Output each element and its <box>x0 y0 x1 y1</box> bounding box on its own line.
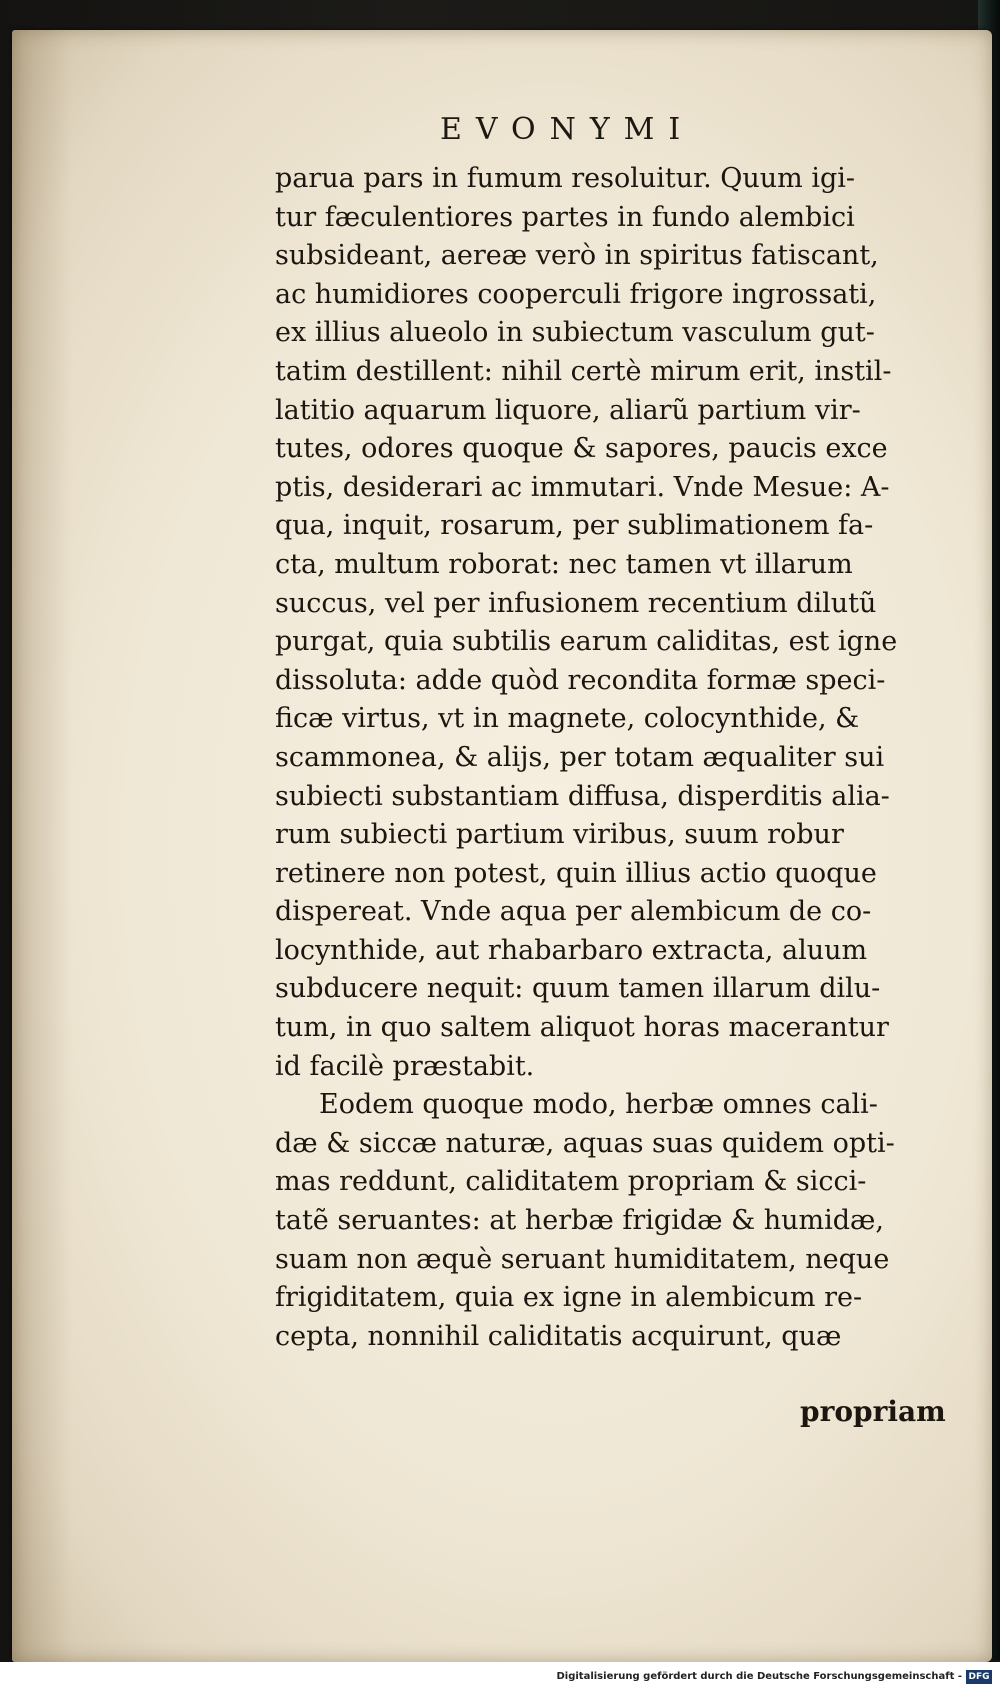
text-line: tutes, odores quoque & sapores, paucis exce <box>275 433 888 465</box>
text-line: succus, vel per infusionem recentium dilutũ <box>275 587 877 619</box>
text-line: dispereat. Vnde aqua per alembicum de co- <box>275 896 872 928</box>
text-line: suam non æquè seruant humiditatem, neque <box>275 1243 890 1275</box>
text-line: rum subiecti partium viribus, suum robur <box>275 819 844 851</box>
text-line: locynthide, aut rhabarbaro extracta, aluum <box>275 934 868 966</box>
text-block <box>275 160 945 1356</box>
text-line: parua pars in fumum resoluitur. Quum igi- <box>275 163 856 194</box>
text-line: ficæ virtus, vt in magnete, colocynthide, & <box>275 703 860 735</box>
text-line: purgat, quia subtilis earum caliditas, est igne <box>275 626 898 658</box>
text-line: ex illius alueolo in subiectum vasculum gut- <box>275 317 875 349</box>
text-line: dissoluta: adde quòd recondita formæ speci- <box>275 664 886 696</box>
text-line: scammonea, & alijs, per totam æqualiter sui <box>275 741 885 773</box>
digitization-footer <box>0 1662 1000 1688</box>
text-line: qua, inquit, rosarum, per sublimationem fa- <box>275 510 874 542</box>
text-line: cepta, nonnihil caliditatis acquirunt, quæ <box>275 1320 842 1352</box>
text-line: tatẽ seruantes: at herbæ frigidæ & humidæ, <box>275 1205 884 1237</box>
text-line: subducere nequit: quum tamen illarum dilu- <box>275 973 881 1005</box>
text-line: tur fæculentiores partes in fundo alembici <box>275 201 855 233</box>
text-line: tum, in quo saltem aliquot horas macerantur <box>275 1012 889 1044</box>
funding-credit: Digitalisierung gefördert durch die Deutsche Forschungsgemeinschaft - <box>556 1671 962 1682</box>
text-line: mas reddunt, caliditatem propriam & sicci- <box>275 1166 867 1198</box>
running-head: EVONYMI <box>440 112 695 147</box>
catchword: propriam <box>800 1395 946 1428</box>
text-line: subsideant, aereæ verò in spiritus fatiscant, <box>275 240 879 272</box>
text-line: ac humidiores cooperculi frigore ingrossati, <box>275 278 877 310</box>
text-line: id facilè præstabit. <box>275 1050 535 1082</box>
dfg-logo: DFG <box>966 1670 992 1684</box>
text-line: latitio aquarum liquore, aliarũ partium vir- <box>275 394 861 426</box>
text-line: ptis, desiderari ac immutari. Vnde Mesue: A- <box>275 471 890 503</box>
text-line: retinere non potest, quin illius actio quoque <box>275 857 877 889</box>
text-line: cta, multum roborat: nec tamen vt illarum <box>275 548 853 580</box>
text-line: frigiditatem, quia ex igne in alembicum re- <box>275 1282 863 1314</box>
text-line: subiecti substantiam diffusa, disperditis alia- <box>275 780 890 812</box>
paragraph-start-line: Eodem quoque modo, herbæ omnes cali- <box>319 1089 878 1121</box>
text-line: dæ & siccæ naturæ, aquas suas quidem opti- <box>275 1127 895 1159</box>
text-line: tatim destillent: nihil certè mirum erit, instil- <box>275 355 892 387</box>
